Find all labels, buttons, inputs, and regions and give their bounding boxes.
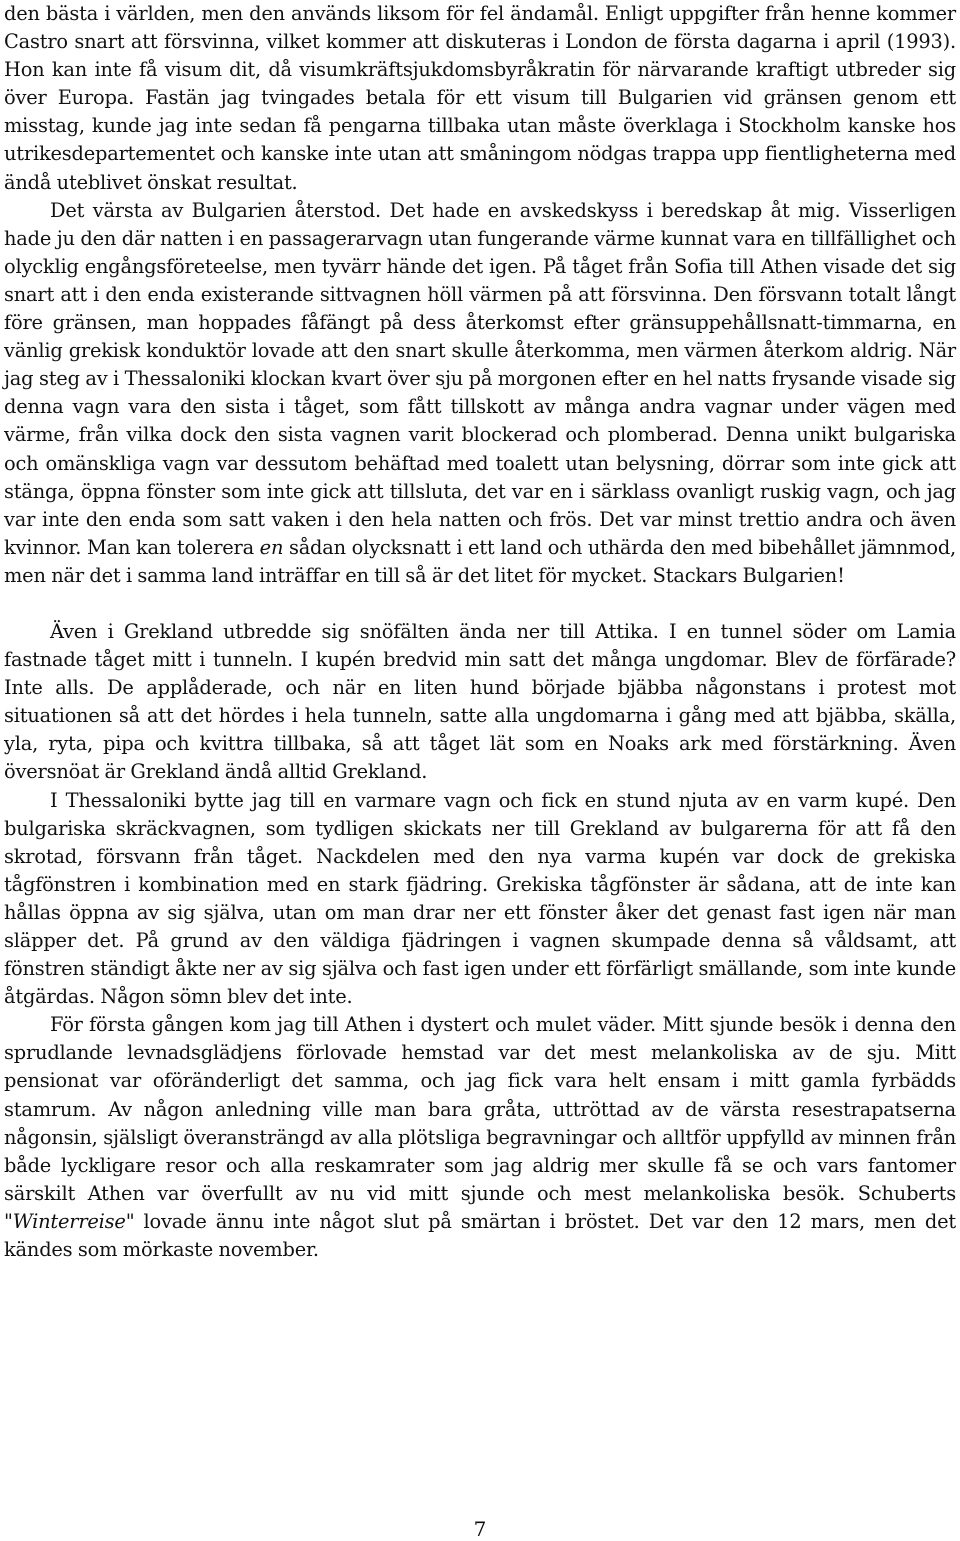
paragraph [4, 197, 956, 590]
text-run: Även i Grekland utbredde sig snöfälten ända ner till Attika. I en tunnel söder om Lamia fastnade tåget mitt i tunneln. I kupén bredvid min satt det många ungdomar. Blev de förfärade? Inte alls. De applåderade, och när en liten hund började bjäbba någonstans i protest mot situationen så att det hördes i hela tunneln, satte alla ungdomarna i gång med att bjäbba, skälla, yla, ryta, pipa och kvittra tillbaka, så att tåget lät som en Noaks ark med förstärkning. Även översnöat är Grekland ändå alltid Grekland. [4, 619, 956, 784]
paragraph-gap [4, 590, 956, 618]
body-text [4, 0, 956, 1264]
paragraph [4, 618, 956, 787]
italic-text: "Winterreise" [4, 1209, 135, 1233]
paragraph [4, 0, 956, 197]
text-run: lovade ännu inte något slut på smärtan i bröstet. Det var den 12 mars, men det kändes som mörkaste november. [4, 1209, 956, 1262]
document-page [4, 0, 956, 1264]
text-run: den bästa i världen, men den används liksom för fel ändamål. Enligt uppgifter från henne kommer Castro snart att försvinna, vilket kommer att diskuteras i London de första dagarna i april (1993). Hon kan inte få visum dit, då visumkräftsjukdomsbyråkratin för närvarande kraftigt utbreder sig över Europa. Fastän jag tvingades betala för ett visum till Bulgarien vid gränsen genom ett misstag, kunde jag inte sedan få pengarna tillbaka utan måste överklaga i Stockholm kanske hos utrikesdepartementet och kanske inte utan att småningom nödgas trappa upp fientligheterna med ändå uteblivet önskat resultat. [4, 2, 956, 194]
paragraph [4, 1011, 956, 1264]
italic-text: en [259, 535, 284, 559]
paragraph [4, 787, 956, 1012]
page-number: 7 [473, 1517, 487, 1541]
text-run: sådan olycksnatt i ett land och uthärda den med bibehållet jämnmod, men när det i samma land inträffar en till så är det litet för mycket. Stackars Bulgarien! [4, 535, 956, 587]
text-run: Det värsta av Bulgarien återstod. Det hade en avskedskyss i beredskap åt mig. Visserligen hade ju den där natten i en passagerarvagn utan fungerande värme kunnat vara en tillfällighet och olycklig engångsföreteelse, men tyvärr hände det igen. På tåget från Sofia till Athen visade det sig snart att i den enda existerande sittvagnen höll värmen på att försvinna. Den försvann totalt långt före gränsen, man hoppades fåfängt på dess återkomst efter gränsuppehållsnatt-timmarna, en vänlig grekisk konduktör lovade att den snart skulle återkomma, men värmen återkom aldrig. När jag steg av i Thessaloniki klockan kvart över sju på morgonen efter en hel natts frysande visade sig denna vagn vara den sista i tåget, som fått tillskott av många andra vagnar under vägen med värme, från vilka dock den sista vagnen varit blockerad och plomberad. Denna unikt bulgariska och omänskliga vagn var dessutom behäftad med toalett utan belysning, dörrar som inte gick att stänga, öppna fönster som inte gick att tillsluta, det var en i särklass ovanligt ruskig vagn, och jag var inte den enda som satt vaken i den hela natten och frös. Det var minst trettio andra och även kvinnor. Man kan tolerera [4, 198, 956, 559]
text-run: För första gången kom jag till Athen i dystert och mulet väder. Mitt sjunde besök i denna den sprudlande levnadsglädjens förlovade hemstad var det mest melankoliska av de sju. Mitt pensionat var oföränderligt det samma, och jag fick vara helt ensam i mitt gamla fyrbädds stamrum. Av någon anledning ville man bara gråta, uttröttad av de värsta resestrapatserna någonsin, själsligt överansträngd av alla plötsliga begravningar och alltför uppfylld av minnen från både lyckligare resor och alla reskamrater som jag aldrig mer skulle få se och vars fantomer särskilt Athen var överfullt av nu vid mitt sjunde och mest melankoliska besök. Schuberts [4, 1013, 956, 1205]
text-run: I Thessaloniki bytte jag till en varmare vagn och fick en stund njuta av en varm kupé. Den bulgariska skräckvagnen, som tydligen skickats ner till Grekland av bulgarerna för att få den skrotad, försvann från tåget. Nackdelen med den nya varma kupén var dock de grekiska tågfönstren i kombination med en stark fjädring. Grekiska tågfönster är sådana, att de inte kan hållas öppna av sig själva, utan om man drar ner ett fönster åker det genast fast igen när man släpper det. På grund av den väldiga fjädringen i vagnen skumpade denna så våldsamt, att fönstren ständigt åkte ner av sig själva och fast igen under ett förfärligt smällande, som inte kunde åtgärdas. Någon sömn blev det inte. [4, 788, 956, 1009]
